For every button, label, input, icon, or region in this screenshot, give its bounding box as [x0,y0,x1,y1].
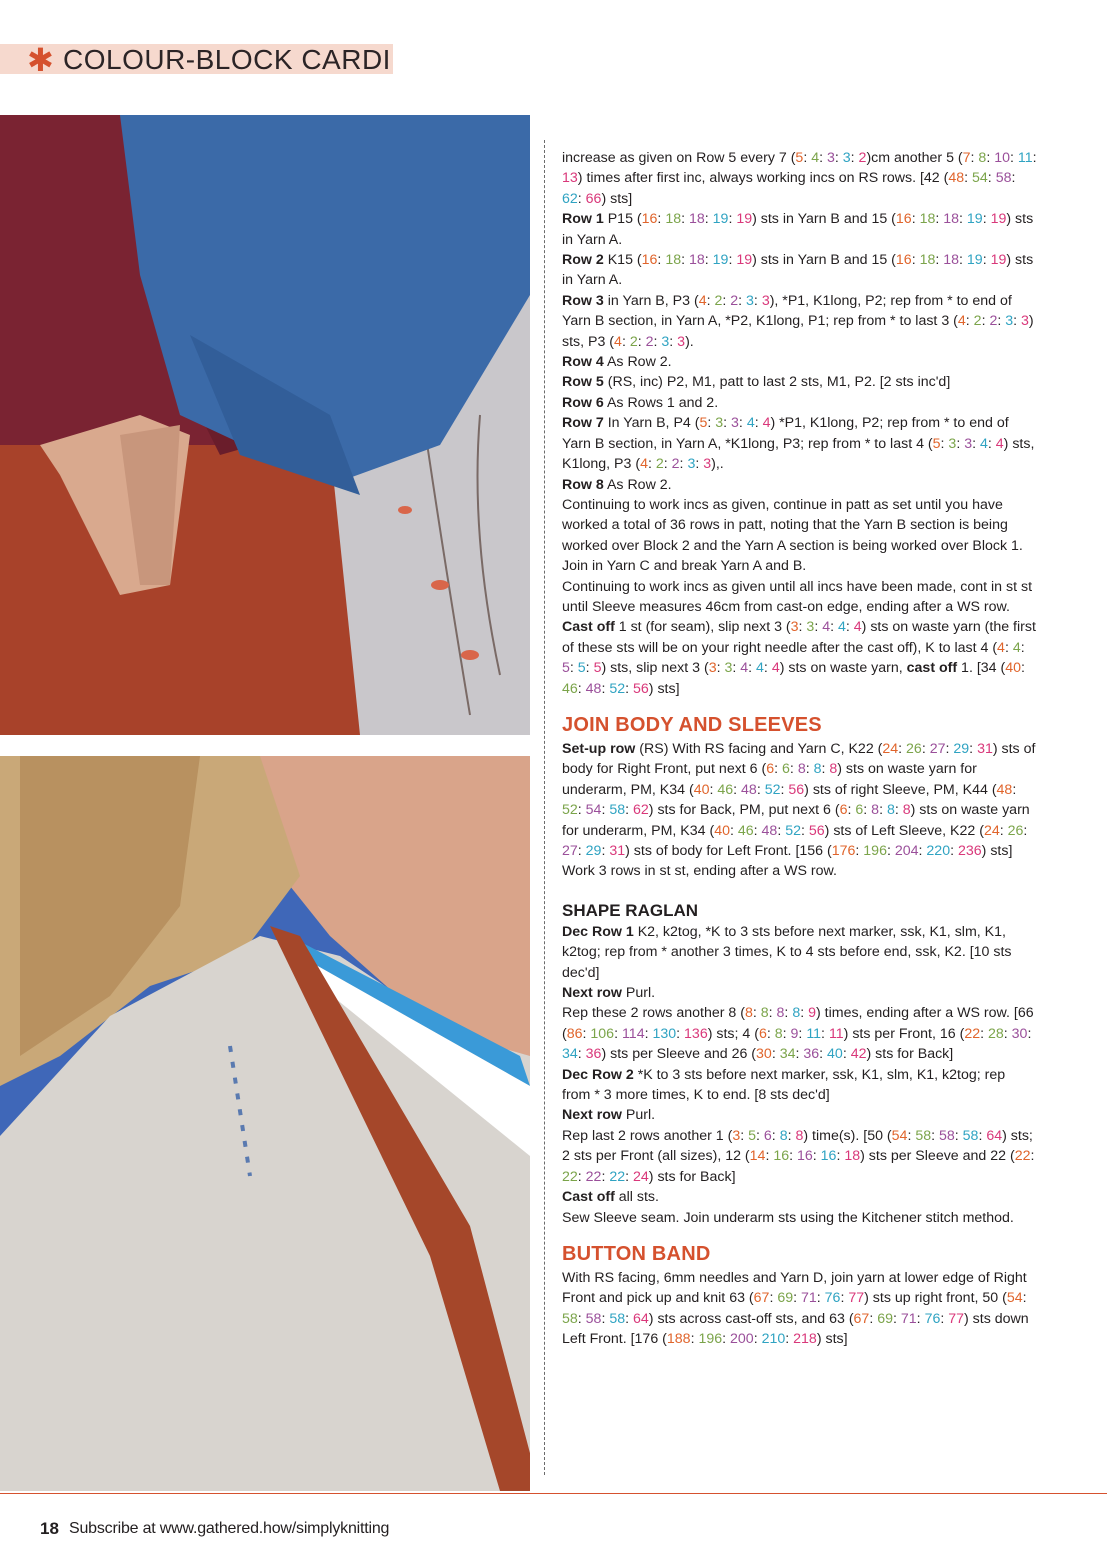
paragraph: Work 3 rows in st st, ending after a WS row. [562,863,837,880]
paragraph: Row 3 in Yarn B, P3 (4: 2: 2: 3: 3), *P1, K1long, P2; rep from * to end of Yarn B section, in Yarn A, *P2, K1long, P1; rep from * to last 3 (4: 2: 2: 3: 3) sts, P3 (4: 2: 2: 3: 3). [562,292,1034,350]
paragraph: Row 5 (RS, inc) P2, M1, patt to last 2 sts, M1, P2. [2 sts inc'd] [562,374,951,391]
paragraph: Sew Sleeve seam. Join underarm sts using the Kitchener stitch method. [562,1209,1014,1226]
paragraph: Cast off all sts. [562,1189,659,1206]
paragraph: Set-up row (RS) With RS facing and Yarn C, K22 (24: 26: 27: 29: 31) sts of body for Right Front, put next 6 (6: 6: 8: 8: 8) sts on waste yarn for underarm, PM, K34 (40: 46: 48: 52: 56) sts of right Sleeve, PM, K44 (48: 52: 54: 58: 62) sts for Back, PM, put next 6 (6: 6: 8: 8: 8) sts on waste yarn for underarm, PM, K34 (40: 46: 48: 52: 56) sts of Left Sleeve, K22 (24: 26: 27: 29: 31) sts of body for Left Front. [156 (176: 196: 204: 220: 236) sts] [562,740,1036,859]
paragraph: Row 2 K15 (16: 18: 18: 19: 19) sts in Yarn B and 15 (16: 18: 18: 19: 19) sts in Yarn A. [562,252,1034,289]
paragraph: Continuing to work incs as given, continue in patt as set until you have worked a total of 36 rows in patt, noting that the Yarn B section is being worked over Block 2 and the Yarn A section is being worked over Block 1. [562,496,1023,554]
paragraph: Row 8 As Row 2. [562,476,672,493]
paragraph: increase as given on Row 5 every 7 (5: 4: 3: 3: 2)cm another 5 (7: 8: 10: 11: 13) times after first inc, always working incs on RS rows. [42 (48: 54: 58: 62: 66) sts] [562,150,1037,207]
paragraph: Row 4 As Row 2. [562,354,672,371]
paragraph: Next row Purl. [562,985,656,1002]
photo-shoulder-illustration [0,756,530,1491]
subscribe-link[interactable]: Subscribe at www.gathered.how/simplyknitting [69,1520,390,1537]
pattern-instructions [562,148,1037,1350]
paragraph: Row 6 As Rows 1 and 2. [562,394,719,411]
asterisk-icon: ✱ [27,41,54,79]
photo-sleeve-illustration [0,115,530,735]
paragraph: Rep these 2 rows another 8 (8: 8: 8: 8: 9) times, ending after a WS row. [66 (86: 106: 114: 130: 136) sts; 4 (6: 8: 9: 11: 11) sts per Front, 16 (22: 28: 30: 34: 36) sts per Sleeve and 26 (30: 34: 36: 40: 42) sts for Back] [562,1005,1034,1063]
paragraph: Join in Yarn C and break Yarn A and B. [562,558,807,575]
photo-sleeve-detail [0,115,530,735]
paragraph: Cast off 1 st (for seam), slip next 3 (3: 3: 4: 4: 4) sts on waste yarn (the first of these sts will be on your right needle after the cast off), K to last 4 (4: 4: 5: 5: 5) sts, slip next 3 (3: 3: 4: 4: 4) sts on waste yarn, cast off 1. [34 (40: 46: 48: 52: 56) sts] [562,619,1036,697]
paragraph: Row 7 In Yarn B, P4 (5: 3: 3: 4: 4) *P1, K1long, P2; rep from * to end of Yarn B section, in Yarn A, *K1long, P3; rep from * to last 4 (5: 3: 3: 4: 4) sts, K1long, P3 (4: 2: 2: 3: 3),. [562,415,1035,473]
paragraph: Continuing to work incs as given until all incs have been made, cont in st st until Sleeve measures 46cm from cast-on edge, ending after a WS row. [562,578,1033,615]
section-heading-button-band: BUTTON BAND [562,1242,711,1265]
column-divider [544,140,545,1475]
paragraph: Dec Row 2 *K to 3 sts before next marker, ssk, K1, slm, K1, k2tog; rep from * 3 more times, K to end. [8 sts dec'd] [562,1066,1006,1104]
paragraph: Rep last 2 rows another 1 (3: 5: 6: 8: 8) time(s). [50 (54: 58: 58: 58: 64) sts; 2 sts per Front (all sizes), 12 (14: 16: 16: 16: 18) sts per Sleeve and 22 (22: 22: 22: 22: 24) sts for Back] [562,1127,1035,1185]
paragraph: With RS facing, 6mm needles and Yarn D, join yarn at lower edge of Right Front and pick up and knit 63 (67: 69: 71: 76: 77) sts up right front, 50 (54: 58: 58: 58: 64) sts across cast-off sts, and 63 (67: 69: 71: 76: 77) sts down Left Front. [176 (188: 196: 200: 210: 218) sts] [562,1269,1029,1348]
paragraph: Next row Purl. [562,1107,656,1124]
paragraph: Dec Row 1 K2, k2tog, *K to 3 sts before next marker, ssk, K1, slm, K1, k2tog; rep from * another 3 times, K to 4 sts before end, ssk, K2. [10 sts dec'd] [562,923,1012,981]
page-title: COLOUR-BLOCK CARDI [63,44,391,75]
section-heading-raglan: SHAPE RAGLAN [562,900,699,920]
footer-rule [0,1493,1107,1494]
paragraph: Row 1 P15 (16: 18: 18: 19: 19) sts in Yarn B and 15 (16: 18: 18: 19: 19) sts in Yarn A. [562,211,1034,248]
photo-shoulder-detail [0,756,530,1491]
section-heading-join: JOIN BODY AND SLEEVES [562,713,822,736]
page-number: 18 [40,1519,59,1538]
